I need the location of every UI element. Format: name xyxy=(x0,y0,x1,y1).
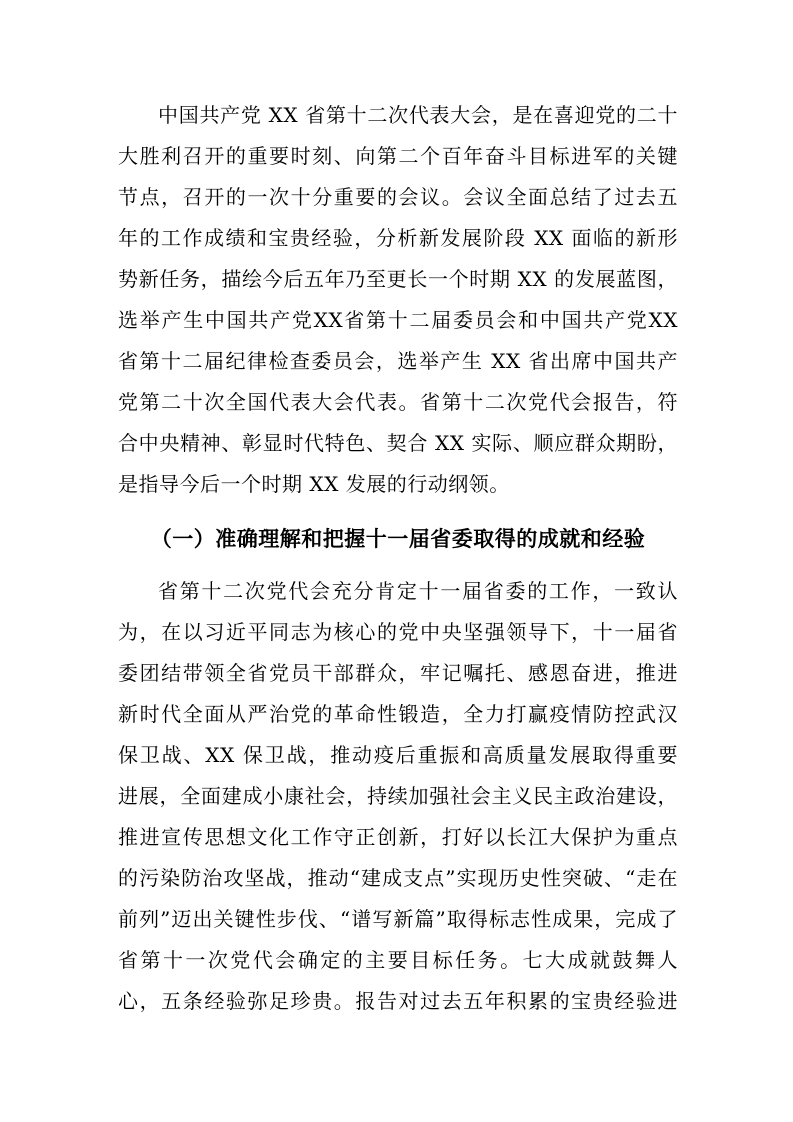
text-line: 大胜利召开的重要时刻、向第二个百年奋斗目标进军的关键 xyxy=(118,144,678,168)
text-line: 合中央精神、彰显时代特色、契合 XX 实际、顺应群众期盼， xyxy=(118,431,678,455)
text-line: 委团结带领全省党员干部群众，牢记嘱托、感恩奋进，推进 xyxy=(118,661,678,685)
document-content xyxy=(118,95,678,1022)
text-line: 保卫战、XX 保卫战，推动疫后重振和高质量发展取得重要 xyxy=(118,743,678,767)
text-line: 选举产生中国共产党XX省第十二届委员会和中国共产党XX xyxy=(118,308,678,332)
text-line: 心，五条经验弥足珍贵。报告对过去五年积累的宝贵经验进 xyxy=(118,989,678,1013)
text-line: 中国共产党 XX 省第十二次代表大会，是在喜迎党的二十 xyxy=(158,103,678,127)
paragraph xyxy=(118,571,678,1022)
text-line: 为，在以习近平同志为核心的党中央坚强领导下，十一届省 xyxy=(118,620,678,644)
text-line: 进展，全面建成小康社会，持续加强社会主义民主政治建设， xyxy=(118,784,678,808)
text-line: 的污染防治攻坚战，推动“建成支点”实现历史性突破、“走在 xyxy=(118,866,678,890)
text-line: 推进宣传思想文化工作守正创新，打好以长江大保护为重点 xyxy=(118,825,678,849)
section-heading: （一）准确理解和把握十一届省委取得的成就和经验 xyxy=(150,526,646,551)
text-line: 势新任务，描绘今后五年乃至更长一个时期 XX 的发展蓝图， xyxy=(118,267,678,291)
text-line: 省第十二届纪律检查委员会，选举产生 XX 省出席中国共产 xyxy=(118,349,678,373)
paragraph xyxy=(118,95,678,505)
text-line: 省第十一次党代会确定的主要目标任务。七大成就鼓舞人 xyxy=(118,948,678,972)
text-line: 前列”迈出关键性步伐、“谱写新篇”取得标志性成果，完成了 xyxy=(118,907,678,931)
text-line: 省第十二次党代会充分肯定十一届省委的工作，一致认 xyxy=(158,579,678,603)
text-line: 节点，召开的一次十分重要的会议。会议全面总结了过去五 xyxy=(118,185,678,209)
text-line: 年的工作成绩和宝贵经验，分析新发展阶段 XX 面临的新形 xyxy=(118,226,678,250)
text-line: 党第二十次全国代表大会代表。省第十二次党代会报告，符 xyxy=(118,390,678,414)
text-line: 新时代全面从严治党的革命性锻造，全力打赢疫情防控武汉 xyxy=(118,702,678,726)
text-line: 是指导今后一个时期 XX 发展的行动纲领。 xyxy=(118,472,510,496)
